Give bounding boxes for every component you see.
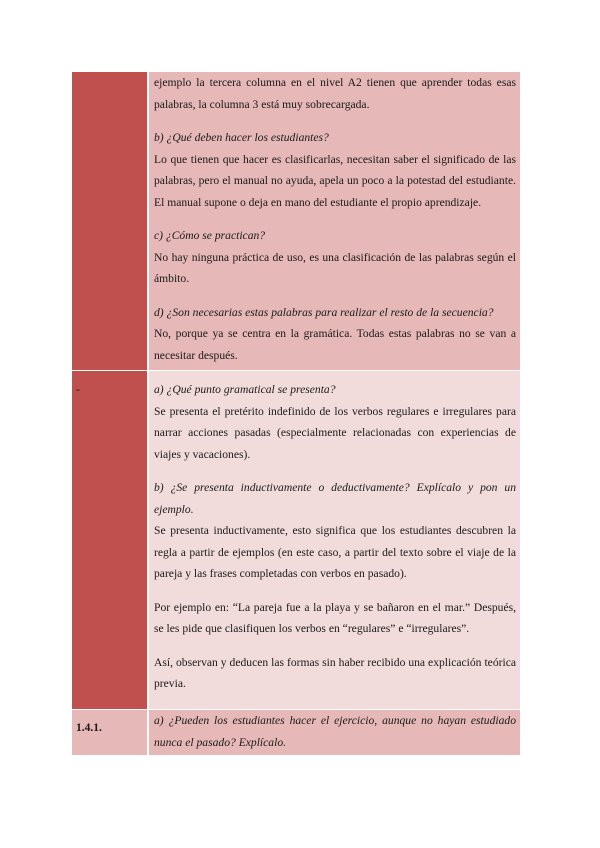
question: d) ¿Son necesarias estas palabras para realizar el resto de la secuencia?: [154, 305, 494, 319]
paragraph: Por ejemplo en: “La pareja fue a la playa y se bañaron en el mar.” Después, se les pide que clasifiquen los verbos en “regulares” e “irregulares”.: [154, 600, 516, 635]
paragraph: Así, observan y deducen las formas sin haber recibido una explicación teórica previa.: [154, 655, 516, 690]
row-content-cell: [149, 371, 520, 709]
row-label-cell: -: [72, 371, 147, 709]
answer: Lo que tienen que hacer es clasificarlas, necesitan saber el significado de las palabras, pero el manual no ayuda, apela un poco a la potestad del estudiante. El manual supone o deja en mano del estudiante el propio aprendizaje.: [154, 152, 516, 209]
exercise-analysis-table: [72, 72, 520, 756]
question: b) ¿Se presenta inductivamente o deductivamente? Explícalo y pon un ejemplo.: [154, 481, 516, 516]
row-label-cell: 1.4.1.: [72, 710, 147, 755]
paragraph: ejemplo la tercera columna en el nivel A2 tienen que aprender todas esas palabras, la columna 3 está muy sobrecargada.: [154, 76, 516, 111]
row-content-cell: [149, 72, 520, 370]
answer: Se presenta el pretérito indefinido de los verbos regulares e irregulares para narrar acciones pasadas (especialmente relacionadas con experiencias de viajes y vacaciones).: [154, 404, 516, 461]
answer: No hay ninguna práctica de uso, es una clasificación de las palabras según el ámbito.: [154, 250, 516, 285]
question: a) ¿Qué punto gramatical se presenta?: [154, 383, 336, 396]
answer: Se presenta inductivamente, esto significa que los estudiantes descubren la regla a partir de ejemplos (en este caso, a partir del texto sobre el viaje de la pareja y las frases completadas con verbos en pasado).: [154, 524, 516, 580]
table-row: [72, 72, 520, 371]
row-content-cell: [149, 710, 520, 755]
question: a) ¿Pueden los estudiantes hacer el ejercicio, aunque no hayan estudiado nunca el pasado? Explícalo.: [154, 714, 516, 749]
row-label-cell: [72, 72, 147, 370]
answer: No, porque ya se centra en la gramática. Todas estas palabras no se van a necesitar después.: [154, 327, 516, 362]
table-row: [72, 710, 520, 756]
question: b) ¿Qué deben hacer los estudiantes?: [154, 131, 329, 144]
question: c) ¿Cómo se practican?: [154, 229, 266, 242]
table-row: [72, 371, 520, 710]
